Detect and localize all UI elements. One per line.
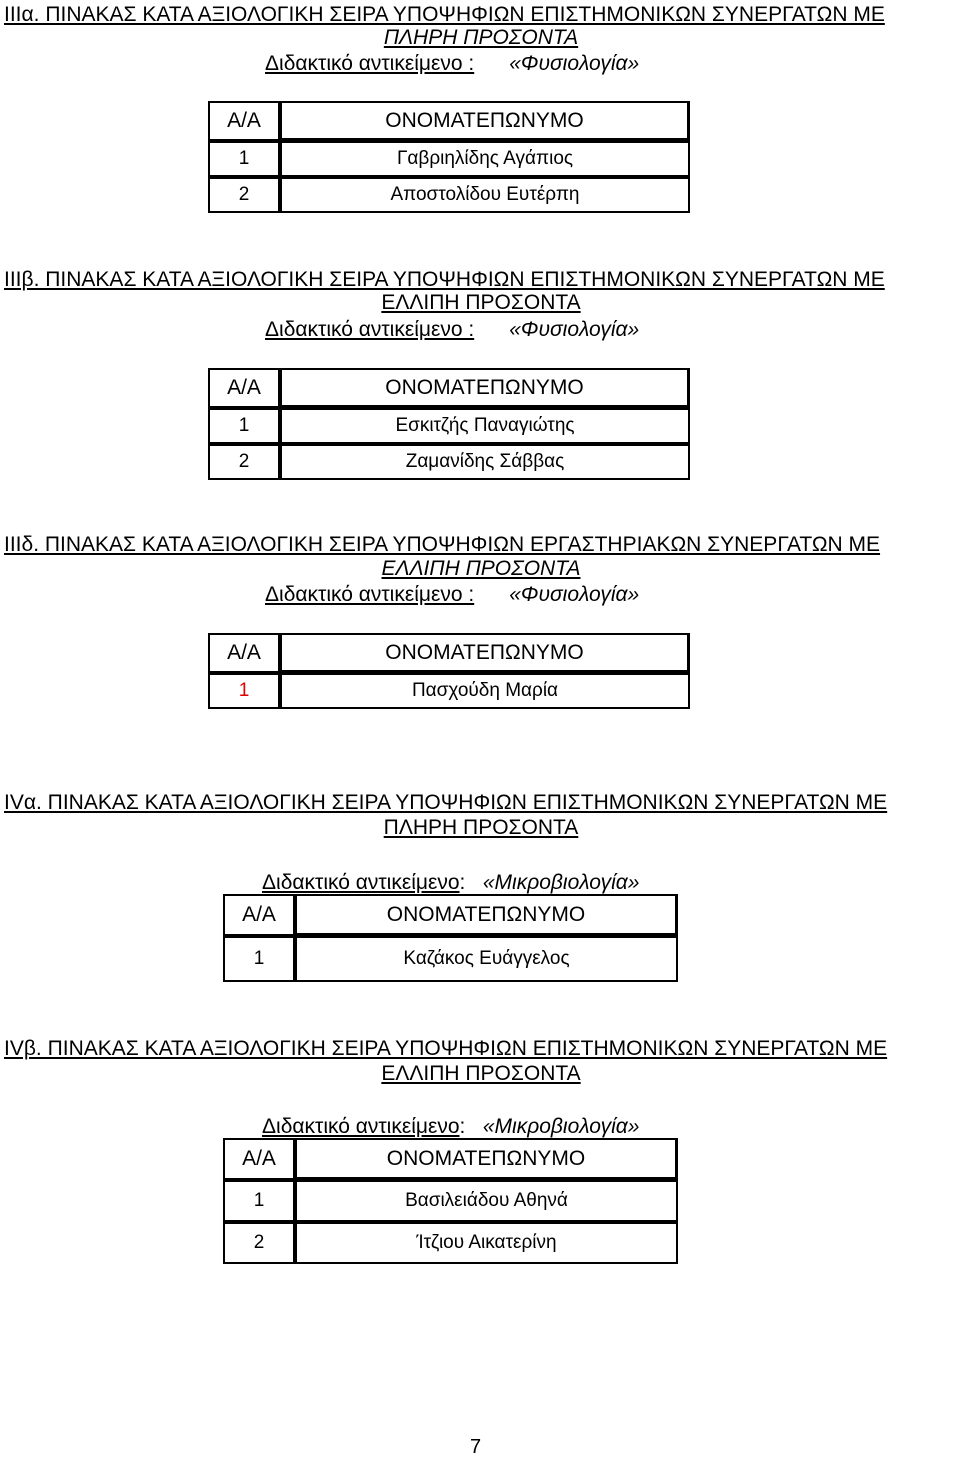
- candidates-table: [208, 633, 690, 709]
- table-row: [223, 936, 678, 982]
- col-aa-header: Α/Α: [208, 101, 280, 141]
- col-name-header: ΟΝΟΜΑΤΕΠΩΝΥΜΟ: [295, 894, 678, 936]
- subject-line: [262, 870, 639, 896]
- row-name: Βασιλειάδου Αθηνά: [295, 1180, 678, 1222]
- row-number: 1: [208, 673, 280, 709]
- col-name-header: ΟΝΟΜΑΤΕΠΩΝΥΜΟ: [280, 368, 690, 408]
- candidates-table: [208, 368, 690, 480]
- row-number: 1: [223, 1180, 295, 1222]
- col-name-header: ΟΝΟΜΑΤΕΠΩΝΥΜΟ: [280, 101, 690, 141]
- page-number: 7: [470, 1436, 482, 1458]
- subject-line: [265, 582, 639, 608]
- row-number: 2: [208, 177, 280, 213]
- section-title-line1: IIIα. ΠΙΝΑΚΑΣ ΚΑΤΑ ΑΞΙΟΛΟΓΙΚΗ ΣΕΙΡΑ ΥΠΟΨΗΦΙΩΝ ΕΠΙΣΤΗΜΟΝΙΚΩΝ ΣΥΝΕΡΓΑΤΩΝ ΜΕ: [4, 3, 885, 26]
- section-title-line2: ΕΛΛΙΠΗ ΠΡΟΣΟΝΤΑ: [381, 557, 581, 580]
- row-number: 1: [223, 936, 295, 982]
- row-name: Καζάκος Ευάγγελος: [295, 936, 678, 982]
- row-number: 2: [223, 1222, 295, 1264]
- subject-line: [262, 1114, 639, 1140]
- table-row: [208, 177, 690, 213]
- row-number: 1: [208, 141, 280, 177]
- row-name: Γαβριηλίδης Αγάπιος: [280, 141, 690, 177]
- subject-value: «Φυσιολογία»: [509, 52, 640, 75]
- section-title-line1: IIIδ. ΠΙΝΑΚΑΣ ΚΑΤΑ ΑΞΙΟΛΟΓΙΚΗ ΣΕΙΡΑ ΥΠΟΨΗΦΙΩΝ ΕΡΓΑΣΤΗΡΙΑΚΩΝ ΣΥΝΕΡΓΑΤΩΝ ΜΕ: [4, 533, 881, 556]
- section-title-line2: ΕΛΛΙΠΗ ΠΡΟΣΟΝΤΑ: [381, 1062, 581, 1085]
- subject-colon: :: [459, 871, 466, 894]
- table-row: [223, 1180, 678, 1222]
- col-aa-header: Α/Α: [223, 1138, 295, 1180]
- subject-value: «Φυσιολογία»: [509, 318, 640, 341]
- subject-label: Διδακτικό αντικείμενο :: [265, 52, 475, 75]
- col-name-header: ΟΝΟΜΑΤΕΠΩΝΥΜΟ: [295, 1138, 678, 1180]
- section-title-line1: IVβ. ΠΙΝΑΚΑΣ ΚΑΤΑ ΑΞΙΟΛΟΓΙΚΗ ΣΕΙΡΑ ΥΠΟΨΗΦΙΩΝ ΕΠΙΣΤΗΜΟΝΙΚΩΝ ΣΥΝΕΡΓΑΤΩΝ ΜΕ: [4, 1037, 888, 1060]
- col-name-header: ΟΝΟΜΑΤΕΠΩΝΥΜΟ: [280, 633, 690, 673]
- row-number: 1: [208, 408, 280, 444]
- candidates-table: [223, 1138, 678, 1264]
- subject-line: [265, 51, 639, 77]
- table-row: [208, 141, 690, 177]
- section-title-line2: ΕΛΛΙΠΗ ΠΡΟΣΟΝΤΑ: [381, 291, 581, 314]
- table-row: [223, 1222, 678, 1264]
- table-row: [208, 444, 690, 480]
- subject-colon: :: [459, 1115, 466, 1138]
- subject-label: Διδακτικό αντικείμενο :: [265, 583, 475, 606]
- col-aa-header: Α/Α: [208, 633, 280, 673]
- section-title-line1: IVα. ΠΙΝΑΚΑΣ ΚΑΤΑ ΑΞΙΟΛΟΓΙΚΗ ΣΕΙΡΑ ΥΠΟΨΗΦΙΩΝ ΕΠΙΣΤΗΜΟΝΙΚΩΝ ΣΥΝΕΡΓΑΤΩΝ ΜΕ: [4, 791, 888, 814]
- row-name: Ζαμανίδης Σάββας: [280, 444, 690, 480]
- candidates-table: [223, 894, 678, 982]
- subject-label: Διδακτικό αντικείμενο :: [265, 318, 475, 341]
- subject-label: Διδακτικό αντικείμενο: [262, 871, 460, 894]
- candidates-table: [208, 101, 690, 213]
- section-title-line1: IIIβ. ΠΙΝΑΚΑΣ ΚΑΤΑ ΑΞΙΟΛΟΓΙΚΗ ΣΕΙΡΑ ΥΠΟΨΗΦΙΩΝ ΕΠΙΣΤΗΜΟΝΙΚΩΝ ΣΥΝΕΡΓΑΤΩΝ ΜΕ: [4, 268, 885, 291]
- subject-value: «Φυσιολογία»: [509, 583, 640, 606]
- row-name: Ίτζιου Αικατερίνη: [295, 1222, 678, 1264]
- table-row: [208, 673, 690, 709]
- section-title-line2: ΠΛΗΡΗ ΠΡΟΣΟΝΤΑ: [383, 26, 579, 49]
- subject-value: «Μικροβιολογία»: [482, 1115, 640, 1138]
- subject-value: «Μικροβιολογία»: [482, 871, 640, 894]
- table-row: [208, 408, 690, 444]
- subject-line: [265, 317, 639, 343]
- subject-label: Διδακτικό αντικείμενο: [262, 1115, 460, 1138]
- col-aa-header: Α/Α: [223, 894, 295, 936]
- row-name: Εσκιτζής Παναγιώτης: [280, 408, 690, 444]
- row-name: Αποστολίδου Ευτέρπη: [280, 177, 690, 213]
- col-aa-header: Α/Α: [208, 368, 280, 408]
- row-number: 2: [208, 444, 280, 480]
- section-title-line2: ΠΛΗΡΗ ΠΡΟΣΟΝΤΑ: [383, 816, 579, 839]
- row-name: Πασχούδη Μαρία: [280, 673, 690, 709]
